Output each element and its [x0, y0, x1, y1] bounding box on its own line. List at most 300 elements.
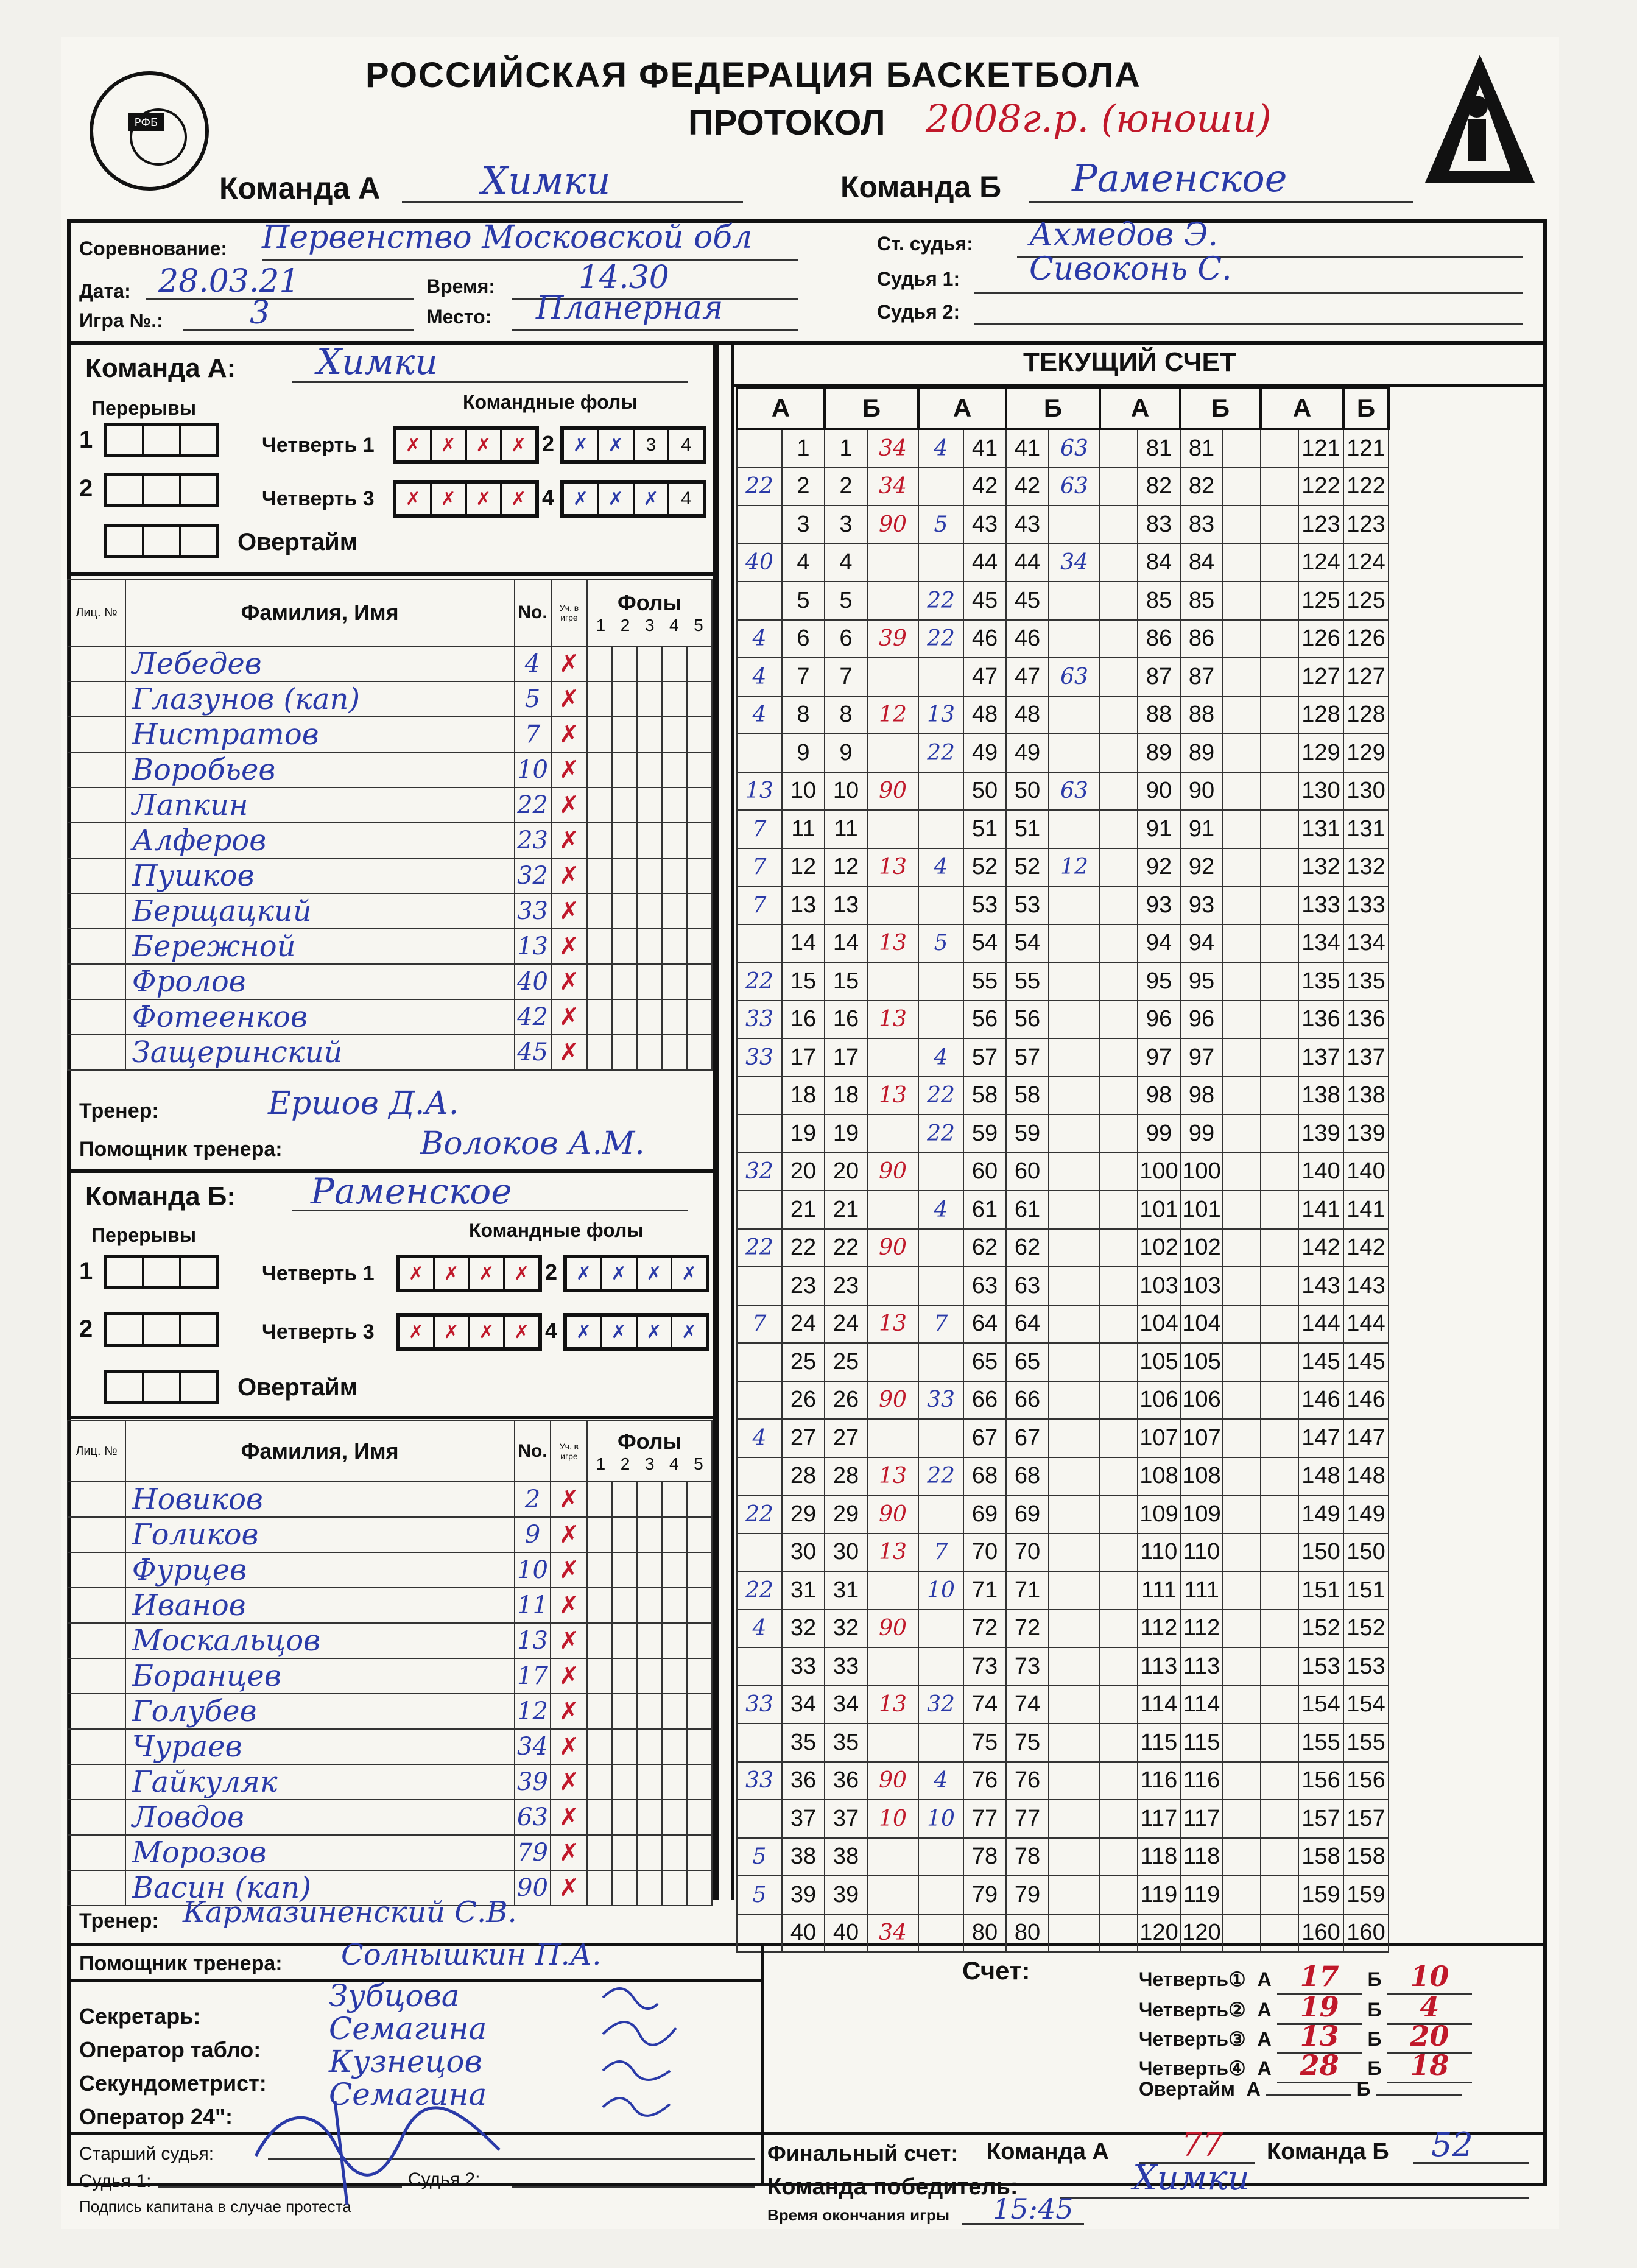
score-number: 160: [1298, 1914, 1343, 1953]
playing-mark: ✗: [551, 929, 588, 964]
score-number: 54: [963, 924, 1006, 963]
player-license: [68, 999, 125, 1035]
player-number: 9: [515, 1517, 551, 1552]
score-number: 128: [1343, 696, 1389, 734]
score-number: 44: [963, 544, 1006, 582]
score-number: 144: [1343, 1305, 1389, 1344]
score-number: 7: [782, 658, 825, 696]
score-number: 41: [963, 429, 1006, 468]
score-mark-cell: [1100, 505, 1138, 544]
score-mark-cell: 22: [737, 1571, 782, 1610]
score-mark-cell: [1223, 886, 1261, 924]
team-a-overtime-label: Овертайм: [238, 529, 358, 555]
score-number: 12: [825, 848, 867, 887]
score-mark-cell: [1261, 1495, 1298, 1534]
score-mark-cell: [1261, 1800, 1298, 1838]
score-number: 103: [1180, 1267, 1223, 1305]
score-mark-cell: [1100, 1534, 1138, 1572]
foul-cell: [687, 1764, 712, 1800]
score-number: 76: [963, 1762, 1006, 1800]
player-name: Фурцев: [125, 1552, 515, 1588]
score-mark-cell: [918, 544, 963, 582]
score-mark-cell: [1223, 1610, 1261, 1648]
score-number: 119: [1180, 1876, 1223, 1914]
foul-cell: [637, 1729, 662, 1764]
score-column-header: А: [918, 387, 1006, 429]
score-number: 151: [1343, 1571, 1389, 1610]
score-number: 143: [1343, 1267, 1389, 1305]
score-number: 70: [1006, 1534, 1049, 1572]
foul-cell: [587, 717, 612, 752]
playing-mark: ✗: [551, 1482, 587, 1517]
score-mark-cell: [1261, 1038, 1298, 1077]
player-name: Защеринский: [125, 1035, 515, 1070]
score-number: 68: [1006, 1457, 1049, 1496]
foul-cell: [662, 681, 687, 717]
player-name: Алферов: [125, 823, 515, 858]
foul-cell: [612, 1729, 637, 1764]
score-mark-cell: [1261, 1457, 1298, 1496]
score-number: 47: [1006, 658, 1049, 696]
score-row: [737, 962, 1389, 1001]
score-number: 45: [963, 582, 1006, 620]
score-number: 37: [782, 1800, 825, 1838]
score-number: 102: [1138, 1229, 1180, 1267]
score-number: 129: [1298, 734, 1343, 772]
secretary-label: Секретарь:: [79, 2004, 201, 2029]
score-mark-cell: 22: [737, 1495, 782, 1534]
player-number: 13: [515, 1623, 551, 1658]
score-mark-cell: [1049, 505, 1100, 544]
score-number: 17: [782, 1038, 825, 1077]
quarter-score-b: [1376, 2094, 1462, 2096]
score-number: 18: [825, 1077, 867, 1115]
score-number: 110: [1138, 1534, 1180, 1572]
score-number: 96: [1138, 1001, 1180, 1039]
score-label: Счет:: [962, 1956, 1030, 1985]
score-mark-cell: 7: [737, 886, 782, 924]
team-a-fouls-q3: ✗ ✗ ✗ ✗: [393, 480, 539, 518]
foul-cell: [662, 858, 687, 893]
playing-mark: ✗: [551, 1764, 587, 1800]
player-name: Бережной: [125, 929, 515, 964]
score-number: 81: [1138, 429, 1180, 468]
score-mark-cell: [1223, 468, 1261, 506]
score-number: 8: [825, 696, 867, 734]
score-number: 137: [1298, 1038, 1343, 1077]
score-mark-cell: 4: [918, 1762, 963, 1800]
score-number: 132: [1343, 848, 1389, 887]
score-mark-cell: [1100, 1838, 1138, 1876]
score-mark-cell: [1261, 1762, 1298, 1800]
playing-mark: ✗: [551, 823, 588, 858]
team-b-fouls-label: Командные фолы: [469, 1219, 644, 1241]
score-number: 33: [825, 1647, 867, 1686]
score-number: 55: [963, 962, 1006, 1001]
player-license: [68, 1482, 125, 1517]
score-mark-cell: 13: [918, 696, 963, 734]
playing-mark: ✗: [551, 1588, 587, 1623]
score-mark-cell: [918, 1838, 963, 1876]
score-mark-cell: [1049, 886, 1100, 924]
score-number: 2: [782, 468, 825, 506]
score-number: 98: [1180, 1077, 1223, 1115]
playing-mark: ✗: [551, 893, 588, 929]
foul-number-header: 2: [620, 1454, 630, 1473]
score-mark-cell: [918, 1343, 963, 1381]
foul-cell: [662, 823, 687, 858]
score-mark-cell: [1223, 924, 1261, 963]
scoreboard-label: Оператор табло:: [79, 2037, 261, 2062]
score-number: 15: [825, 962, 867, 1001]
score-mark-cell: 10: [867, 1800, 918, 1838]
score-mark-cell: [1049, 1229, 1100, 1267]
game-value: 3: [250, 295, 270, 331]
score-mark-cell: [1223, 1647, 1261, 1686]
player-name: Морозов: [125, 1835, 515, 1870]
score-number: 139: [1298, 1115, 1343, 1153]
score-mark-cell: [1100, 1762, 1138, 1800]
score-number: 79: [963, 1876, 1006, 1914]
quarter-a-label: А: [1257, 1968, 1272, 1990]
score-number: 142: [1343, 1229, 1389, 1267]
score-mark-cell: 90: [867, 1381, 918, 1420]
score-mark-cell: [1100, 810, 1138, 848]
score-number: 84: [1180, 544, 1223, 582]
score-mark-cell: [1261, 1724, 1298, 1762]
score-number: 99: [1180, 1115, 1223, 1153]
score-number: 73: [963, 1647, 1006, 1686]
score-number: 107: [1138, 1419, 1180, 1457]
score-row: [737, 1077, 1389, 1115]
player-name: Москальцов: [125, 1623, 515, 1658]
score-mark-cell: [1100, 1229, 1138, 1267]
score-number: 112: [1180, 1610, 1223, 1648]
score-mark-cell: [1223, 1267, 1261, 1305]
score-number: 71: [963, 1571, 1006, 1610]
ref2-label: Судья 2:: [877, 301, 960, 323]
op24-value: Семагина: [329, 2077, 487, 2112]
score-number: 95: [1180, 962, 1223, 1001]
score-mark-cell: [1223, 1724, 1261, 1762]
foul-cell: [637, 787, 662, 823]
player-license: [68, 1588, 125, 1623]
score-number: 39: [825, 1876, 867, 1914]
score-number: 88: [1138, 696, 1180, 734]
date-label: Дата:: [79, 280, 131, 302]
score-number: 69: [1006, 1495, 1049, 1534]
score-mark-cell: [1261, 658, 1298, 696]
score-mark-cell: [867, 886, 918, 924]
score-number: 21: [782, 1191, 825, 1229]
score-mark-cell: 12: [867, 696, 918, 734]
score-mark-cell: 34: [867, 429, 918, 468]
foul-cell: [662, 999, 687, 1035]
foul-cell: [687, 1482, 712, 1517]
team-b-roster: Лиц. № Фамилия, Имя No. Уч. в игре Фолы 1 2 3 4 5 Новиков 2 ✗ Голиков 9 ✗ Фурцев 10 ✗ Иванов 11 ✗ Москальцов 13 ✗ Боранцев 17 ✗ Голубев 12 ✗ Чураев 34 ✗ Гайкуляк 39 ✗ Ловдов 63 ✗ Морозов 79 ✗ Васин (кап) 90 ✗: [67, 1420, 713, 1906]
player-number: 2: [515, 1482, 551, 1517]
score-number: 141: [1343, 1191, 1389, 1229]
foul-cell: [612, 1658, 637, 1694]
foul-cell: [687, 893, 712, 929]
score-row: [737, 1343, 1389, 1381]
senior-ref-label: Старший судья:: [79, 2144, 214, 2164]
score-number: 20: [825, 1153, 867, 1191]
score-mark-cell: [1223, 1457, 1261, 1496]
score-number: 135: [1298, 962, 1343, 1001]
score-mark-cell: [1223, 1153, 1261, 1191]
foul-cell: [587, 1035, 612, 1070]
score-number: 106: [1180, 1381, 1223, 1420]
score-mark-cell: [1100, 1267, 1138, 1305]
score-number: 80: [1006, 1914, 1049, 1953]
score-mark-cell: [1261, 1534, 1298, 1572]
quarter-label: Четверть④: [1139, 2057, 1246, 2079]
player-number: 90: [515, 1870, 551, 1906]
score-number: 149: [1343, 1495, 1389, 1534]
score-mark-cell: 4: [737, 620, 782, 658]
score-number: 75: [963, 1724, 1006, 1762]
score-number: 5: [825, 582, 867, 620]
score-number: 138: [1343, 1077, 1389, 1115]
score-number: 100: [1138, 1153, 1180, 1191]
score-mark-cell: [1049, 1457, 1100, 1496]
foul-cell: [687, 964, 712, 999]
score-mark-cell: [1261, 696, 1298, 734]
foul-cell: [637, 752, 662, 787]
score-row: [737, 1038, 1389, 1077]
player-number: 23: [515, 823, 551, 858]
score-number: 30: [825, 1534, 867, 1572]
captain-sig-label: Подпись капитана в случае протеста: [79, 2197, 351, 2216]
score-mark-cell: 5: [737, 1838, 782, 1876]
score-mark-cell: [918, 962, 963, 1001]
secretary-value: Зубцова: [329, 1978, 460, 2013]
player-name: Голубев: [125, 1694, 515, 1729]
quarter-score-a: 28: [1277, 2049, 1362, 2083]
score-mark-cell: 13: [867, 1686, 918, 1724]
score-number: 74: [1006, 1686, 1049, 1724]
score-number: 151: [1298, 1571, 1343, 1610]
player-row: [68, 1729, 712, 1764]
foul-cell: [662, 1517, 687, 1552]
score-number: 119: [1138, 1876, 1180, 1914]
score-number: 8: [782, 696, 825, 734]
score-number: 35: [825, 1724, 867, 1762]
foul-cell: [612, 964, 637, 999]
foul-cell: [662, 752, 687, 787]
score-number: 22: [825, 1229, 867, 1267]
score-number: 145: [1343, 1343, 1389, 1381]
score-number: 64: [963, 1305, 1006, 1344]
team-a-label: Команда А: [219, 171, 381, 205]
score-mark-cell: [1261, 1419, 1298, 1457]
score-number: 128: [1298, 696, 1343, 734]
score-number: 83: [1138, 505, 1180, 544]
playing-mark: ✗: [551, 1835, 587, 1870]
score-row: [737, 1724, 1389, 1762]
score-number: 101: [1180, 1191, 1223, 1229]
score-number: 20: [782, 1153, 825, 1191]
quarter-score-b: 4: [1387, 1990, 1472, 2025]
score-mark-cell: [1223, 505, 1261, 544]
score-row: [737, 924, 1389, 963]
player-number: 40: [515, 964, 551, 999]
player-license: [68, 681, 125, 717]
score-mark-cell: 13: [867, 1305, 918, 1344]
score-mark-cell: [1100, 1001, 1138, 1039]
score-number: 64: [1006, 1305, 1049, 1344]
score-number: 148: [1343, 1457, 1389, 1496]
score-mark-cell: [918, 886, 963, 924]
score-number: 140: [1343, 1153, 1389, 1191]
player-license: [68, 1870, 125, 1906]
score-mark-cell: [1261, 848, 1298, 887]
score-number: 28: [782, 1457, 825, 1496]
score-number: 34: [825, 1686, 867, 1724]
playing-mark: ✗: [551, 717, 588, 752]
quarter-score-a: [1266, 2094, 1351, 2096]
player-number: 39: [515, 1764, 551, 1800]
score-mark-cell: [1100, 1914, 1138, 1953]
score-mark-cell: [1049, 1038, 1100, 1077]
score-number: 67: [1006, 1419, 1049, 1457]
score-mark-cell: 13: [867, 1457, 918, 1496]
score-number: 142: [1298, 1229, 1343, 1267]
score-mark-cell: 4: [918, 429, 963, 468]
foul-number-header: 5: [694, 1454, 703, 1473]
score-number: 6: [825, 620, 867, 658]
score-number: 23: [782, 1267, 825, 1305]
running-score-title: ТЕКУЩИЙ СЧЕТ: [1023, 347, 1236, 377]
score-number: 104: [1138, 1305, 1180, 1344]
category-handwritten: 2008г.р. (юноши): [926, 96, 1272, 141]
score-number: 68: [963, 1457, 1006, 1496]
score-mark-cell: [737, 924, 782, 963]
score-mark-cell: 13: [867, 1534, 918, 1572]
quarter-label: Четверть②: [1139, 1999, 1246, 2021]
score-mark-cell: [1100, 848, 1138, 887]
foul-cell: [687, 1835, 712, 1870]
score-number: 52: [1006, 848, 1049, 887]
score-mark-cell: [1049, 1305, 1100, 1344]
foul-cell: [587, 1835, 612, 1870]
score-number: 120: [1138, 1914, 1180, 1953]
score-number: 156: [1343, 1762, 1389, 1800]
foul-cell: [662, 787, 687, 823]
foul-number-header: 4: [669, 616, 679, 635]
score-mark-cell: [1100, 1077, 1138, 1115]
quarter-label: Четверть③: [1139, 2028, 1246, 2050]
score-number: 42: [963, 468, 1006, 506]
score-number: 80: [963, 1914, 1006, 1953]
score-mark-cell: [1223, 1495, 1261, 1534]
score-number: 88: [1180, 696, 1223, 734]
score-mark-cell: [1100, 1724, 1138, 1762]
foul-cell: [637, 1835, 662, 1870]
player-row: [68, 1694, 712, 1729]
player-row: [68, 1035, 712, 1070]
score-mark-cell: 34: [1049, 544, 1100, 582]
score-number: 58: [963, 1077, 1006, 1115]
foul-cell: [662, 929, 687, 964]
score-mark-cell: [1049, 1838, 1100, 1876]
score-mark-cell: [737, 582, 782, 620]
score-mark-cell: [1223, 1305, 1261, 1344]
score-number: 63: [963, 1267, 1006, 1305]
quarter-b-label: Б: [1367, 2028, 1382, 2050]
player-number: 11: [515, 1588, 551, 1623]
player-row: [68, 752, 712, 787]
foul-cell: [687, 1517, 712, 1552]
score-mark-cell: [1223, 658, 1261, 696]
foul-number-header: 3: [644, 1454, 655, 1473]
score-mark-cell: 40: [737, 544, 782, 582]
score-mark-cell: [1100, 772, 1138, 811]
score-mark-cell: [1100, 924, 1138, 963]
player-license: [68, 787, 125, 823]
score-number: 19: [782, 1115, 825, 1153]
foul-cell: [662, 893, 687, 929]
score-number: 131: [1298, 810, 1343, 848]
foul-cell: [637, 1035, 662, 1070]
foul-cell: [687, 646, 712, 681]
playing-mark: ✗: [551, 1623, 587, 1658]
score-number: 97: [1138, 1038, 1180, 1077]
quarter-b-label: Б: [1367, 1999, 1382, 2021]
place-label: Место:: [426, 306, 492, 328]
score-number: 160: [1343, 1914, 1389, 1953]
score-number: 4: [782, 544, 825, 582]
score-mark-cell: 33: [737, 1762, 782, 1800]
score-number: 157: [1343, 1800, 1389, 1838]
score-mark-cell: [1100, 620, 1138, 658]
score-mark-cell: [737, 1381, 782, 1420]
score-mark-cell: [1223, 1686, 1261, 1724]
score-mark-cell: [1261, 1571, 1298, 1610]
score-mark-cell: [918, 772, 963, 811]
player-row: [68, 858, 712, 893]
score-number: 141: [1298, 1191, 1343, 1229]
foul-cell: [662, 1729, 687, 1764]
score-number: 131: [1343, 810, 1389, 848]
score-mark-cell: [1049, 1343, 1100, 1381]
score-number: 36: [782, 1762, 825, 1800]
score-mark-cell: [1261, 1001, 1298, 1039]
end-time-value: 15:45: [993, 2192, 1074, 2225]
foul-cell: [587, 964, 612, 999]
score-number: 116: [1180, 1762, 1223, 1800]
score-number: 123: [1343, 505, 1389, 544]
score-mark-cell: [1223, 1419, 1261, 1457]
final-score-a: 77: [1181, 2125, 1223, 2164]
playing-mark: ✗: [551, 1035, 588, 1070]
score-number: 137: [1343, 1038, 1389, 1077]
score-number: 126: [1343, 620, 1389, 658]
score-number: 21: [825, 1191, 867, 1229]
score-number: 138: [1298, 1077, 1343, 1115]
score-mark-cell: [1223, 429, 1261, 468]
foul-cell: [587, 1623, 612, 1658]
player-row: [68, 1800, 712, 1835]
score-mark-cell: [1261, 962, 1298, 1001]
foul-cell: [587, 823, 612, 858]
score-mark-cell: 13: [867, 924, 918, 963]
score-number: 157: [1298, 1800, 1343, 1838]
end-time-label: Время окончания игры: [767, 2206, 950, 2224]
player-number: 17: [515, 1658, 551, 1694]
score-mark-cell: 5: [737, 1876, 782, 1914]
